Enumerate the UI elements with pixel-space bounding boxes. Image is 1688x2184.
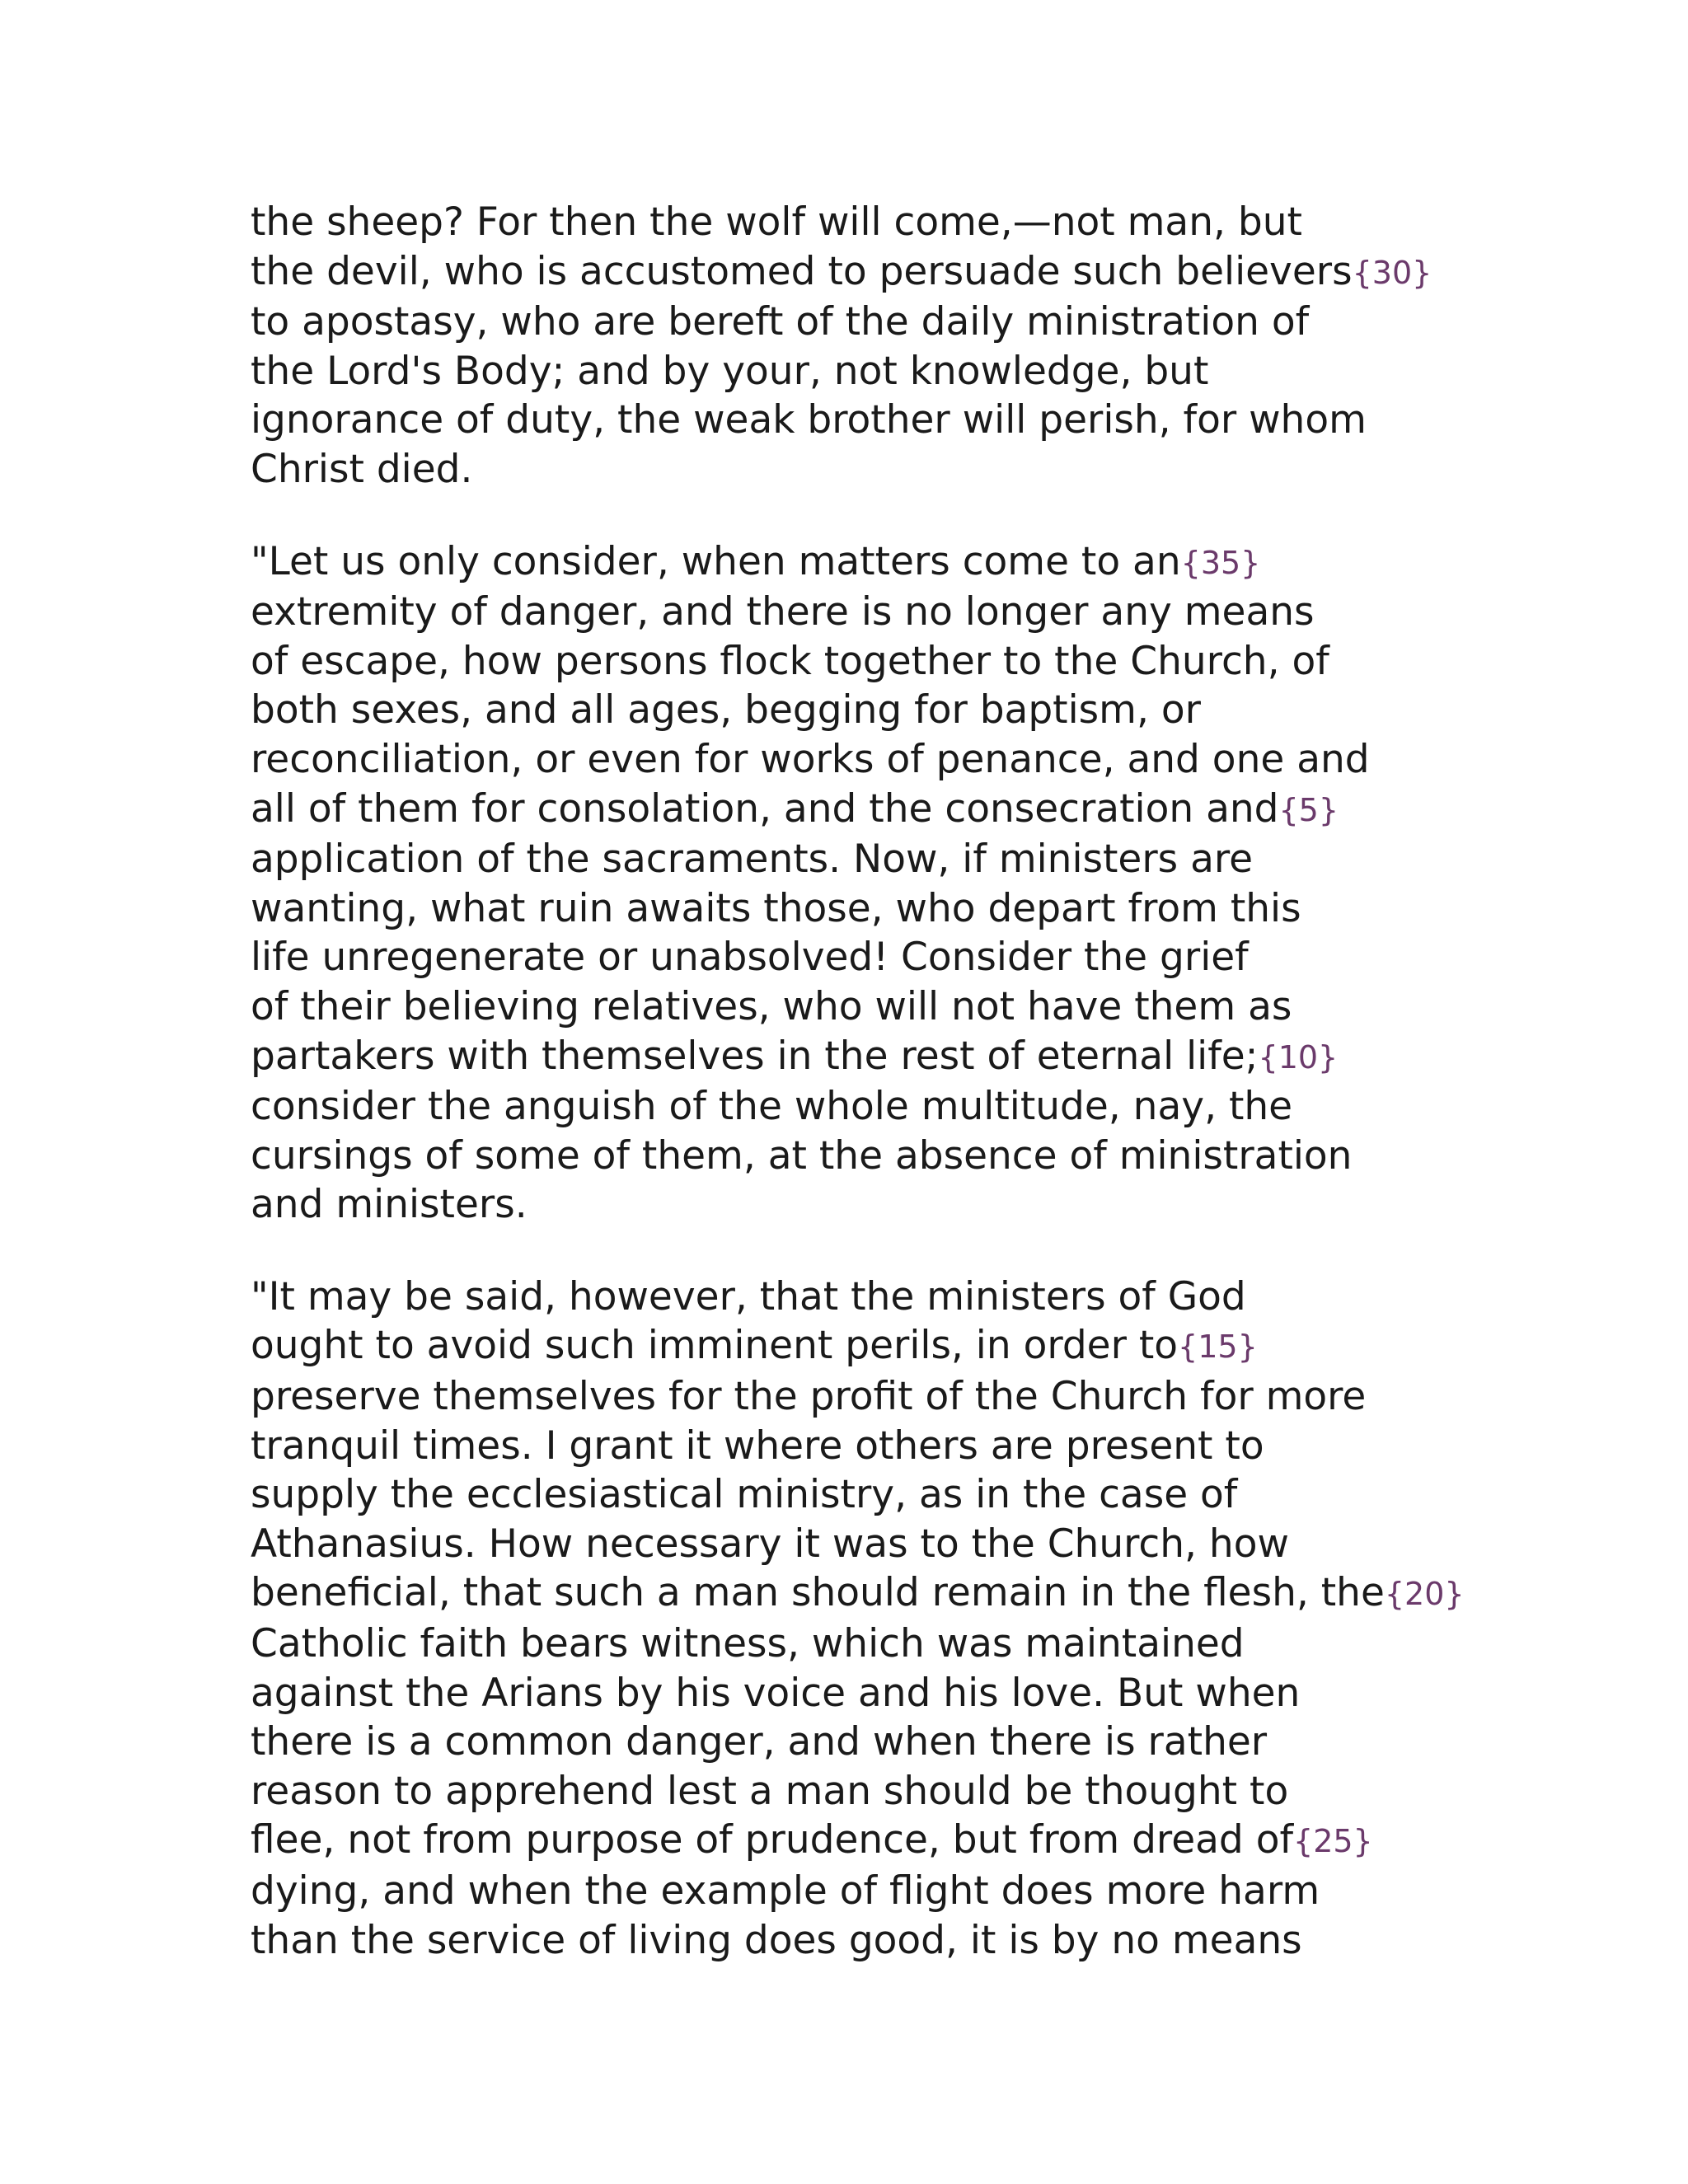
text-line bbox=[251, 1916, 1404, 1966]
text-line bbox=[251, 884, 1404, 934]
line-text: beneficial, that such a man should remain in the flesh, the bbox=[251, 1570, 1385, 1616]
line-text: flee, not from purpose of prudence, but from dread of bbox=[251, 1817, 1294, 1863]
line-text: consider the anguish of the whole multitude, nay, the bbox=[251, 1084, 1293, 1130]
text-line bbox=[251, 686, 1404, 735]
text-line bbox=[251, 396, 1404, 445]
text-line bbox=[251, 247, 1432, 298]
line-text: partakers with themselves in the rest of eternal life; bbox=[251, 1033, 1259, 1079]
text-line bbox=[251, 1767, 1404, 1816]
line-text: Athanasius. How necessary it was to the Church, how bbox=[251, 1521, 1289, 1567]
text-line bbox=[251, 537, 1404, 588]
line-text: ought to avoid such imminent perils, in order to bbox=[251, 1323, 1179, 1369]
text-line bbox=[251, 1867, 1404, 1916]
line-text: wanting, what ruin awaits those, who depart from this bbox=[251, 885, 1301, 931]
line-text: there is a common danger, and when there is rather bbox=[251, 1719, 1268, 1765]
text-line bbox=[251, 1321, 1404, 1372]
text-line bbox=[251, 1669, 1404, 1718]
text-line bbox=[251, 1180, 1404, 1230]
text-line bbox=[251, 1422, 1404, 1471]
text-line bbox=[251, 735, 1404, 785]
line-number-marker: {20} bbox=[1384, 1576, 1465, 1613]
text-line bbox=[251, 1568, 1465, 1619]
line-text: the Lord's Body; and by your, not knowledge, but bbox=[251, 348, 1209, 394]
text-line bbox=[251, 1272, 1404, 1322]
text-line bbox=[251, 1470, 1404, 1520]
line-text: reason to apprehend lest a man should be thought to bbox=[251, 1768, 1289, 1814]
line-number-marker: {25} bbox=[1293, 1823, 1373, 1860]
text-line bbox=[251, 933, 1404, 982]
paragraph bbox=[251, 1272, 1465, 1965]
line-text: life unregenerate or unabsolved! Consider the grief bbox=[251, 935, 1249, 981]
text-line bbox=[251, 835, 1404, 884]
line-text: extremity of danger, and there is no longer any means bbox=[251, 589, 1315, 635]
text-line bbox=[251, 347, 1404, 396]
document-page bbox=[251, 198, 1465, 2008]
line-number-marker: {30} bbox=[1352, 254, 1432, 291]
text-line bbox=[251, 1372, 1404, 1422]
text-line bbox=[251, 445, 1404, 494]
line-text: application of the sacraments. Now, if ministers are bbox=[251, 837, 1254, 883]
line-number-marker: {35} bbox=[1180, 544, 1261, 581]
text-line bbox=[251, 1520, 1404, 1569]
line-text: ignorance of duty, the weak brother will perish, for whom bbox=[251, 397, 1367, 443]
paragraph bbox=[251, 537, 1404, 1230]
line-text: against the Arians by his voice and his love. But when bbox=[251, 1670, 1301, 1716]
line-text: of escape, how persons flock together to the Church, of bbox=[251, 638, 1329, 684]
line-number-marker: {10} bbox=[1258, 1038, 1339, 1076]
line-text: both sexes, and all ages, begging for baptism, or bbox=[251, 687, 1201, 733]
text-line bbox=[251, 1816, 1404, 1867]
line-text: Christ died. bbox=[251, 446, 473, 492]
line-number-marker: {5} bbox=[1278, 791, 1339, 828]
line-text: cursings of some of them, at the absence of ministration bbox=[251, 1132, 1353, 1179]
line-text: reconciliation, or even for works of penance, and one and bbox=[251, 736, 1370, 782]
text-line bbox=[251, 637, 1404, 687]
line-text: "It may be said, however, that the ministers of God bbox=[251, 1273, 1246, 1319]
line-text: dying, and when the example of flight does more harm bbox=[251, 1868, 1320, 1914]
line-text: the sheep? For then the wolf will come,—not man, but bbox=[251, 199, 1302, 245]
line-text: the devil, who is accustomed to persuade such believers bbox=[251, 248, 1353, 294]
line-text: Catholic faith bears witness, which was maintained bbox=[251, 1621, 1245, 1667]
text-line bbox=[251, 1082, 1404, 1132]
line-text: and ministers. bbox=[251, 1182, 528, 1228]
line-text: preserve themselves for the profit of the Church for more bbox=[251, 1374, 1367, 1420]
text-line bbox=[251, 982, 1404, 1032]
paragraph bbox=[251, 198, 1432, 494]
text-line bbox=[251, 785, 1404, 836]
text-line bbox=[251, 1032, 1404, 1083]
line-text: to apostasy, who are bereft of the daily ministration of bbox=[251, 299, 1310, 345]
text-line bbox=[251, 1718, 1404, 1767]
text-line bbox=[251, 588, 1404, 637]
line-text: all of them for consolation, and the consecration and bbox=[251, 785, 1279, 832]
line-text: than the service of living does good, it is by no means bbox=[251, 1917, 1302, 1963]
line-text: "Let us only consider, when matters come to an bbox=[251, 538, 1181, 584]
line-text: supply the ecclesiastical ministry, as in the case of bbox=[251, 1472, 1238, 1518]
text-line bbox=[251, 298, 1404, 347]
line-text: tranquil times. I grant it where others are present to bbox=[251, 1422, 1264, 1469]
text-line bbox=[251, 198, 1404, 247]
line-number-marker: {15} bbox=[1178, 1329, 1258, 1366]
text-line bbox=[251, 1132, 1404, 1181]
line-text: of their believing relatives, who will not have them as bbox=[251, 983, 1292, 1029]
text-line bbox=[251, 1619, 1404, 1669]
